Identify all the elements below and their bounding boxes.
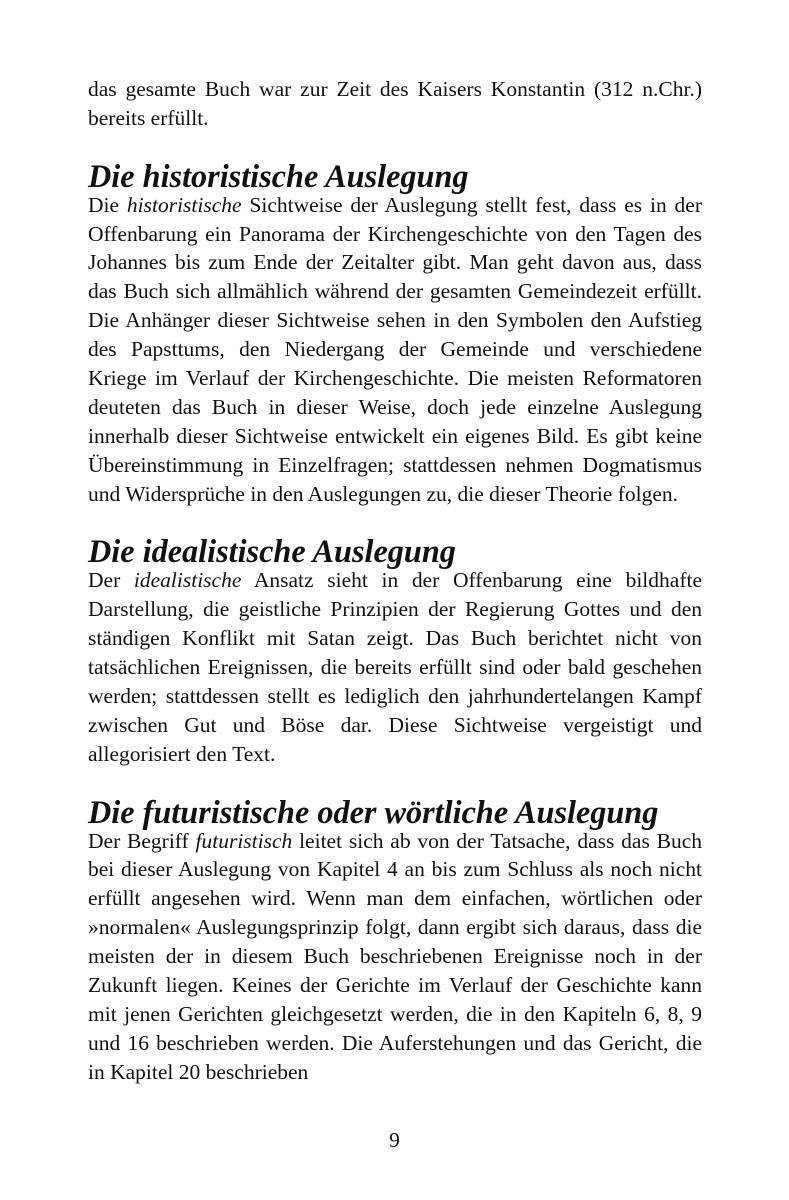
lead-text: Der bbox=[88, 568, 134, 593]
section-heading-historistisch: Die historistische Auslegung bbox=[88, 157, 469, 194]
lead-text: Der Begriff bbox=[88, 828, 196, 853]
page-body bbox=[88, 75, 702, 1087]
emphasis-term: idealistische bbox=[133, 568, 242, 593]
emphasis-term: historistische bbox=[126, 192, 242, 217]
body-text: Sichtweise der Auslegung stellt fest, dass es in der Offenbarung ein Panorama der Kirchengeschichte von den Tagen des Johannes bis zum Ende der Zeitalter gibt. Man geht davon aus, dass das Buch sich allmählich während der gesamten Gemeindezeit erfüllt. Die Anhänger dieser Sichtweise sehen in den Symbolen den Aufstieg des Papsttums, den Niedergang der Gemeinde und verschiedene Kriege im Verlauf der Kirchengeschichte. Die meisten Reformatoren deuteten das Buch in dieser Weise, doch jede einzelne Auslegung innerhalb dieser Sichtweise entwickelt ein eigenes Bild. Es gibt keine Übereinstimmung in Einzelfragen; stattdessen nehmen Dogmatismus und Widersprüche in den Auslegungen zu, die dieser Theorie folgen. bbox=[88, 192, 702, 506]
section-heading-futuristisch: Die futuristische oder wörtliche Auslegung bbox=[88, 793, 659, 830]
page-number: 9 bbox=[389, 1128, 400, 1152]
section-paragraph-historistisch bbox=[88, 191, 702, 509]
body-text: Ansatz sieht in der Offenbarung eine bildhafte Darstellung, die geistliche Prinzipien der Regierung Gottes und den ständigen Konflikt mit Satan zeigt. Das Buch berichtet nicht von tatsächlichen Ereignissen, die bereits erfüllt sind oder bald geschehen werden; stattdessen stellt es lediglich den jahrhundertelangen Kampf zwischen Gut und Böse dar. Diese Sichtweise vergeistigt und allegorisiert den Text. bbox=[88, 568, 703, 766]
lead-text: Die bbox=[88, 192, 127, 217]
emphasis-term: futuristisch bbox=[195, 828, 293, 853]
section-heading-idealistisch: Die idealistische Auslegung bbox=[88, 533, 456, 570]
section-paragraph-futuristisch bbox=[88, 827, 702, 1087]
section-paragraph-idealistisch bbox=[88, 566, 702, 768]
body-text: leitet sich ab von der Tatsache, dass das Buch bei dieser Auslegung von Kapitel 4 an bis zum Schluss als noch nicht erfüllt angesehen wird. Wenn man dem einfachen, wörtlichen oder »normalen« Auslegungsprinzip folgt, dann ergibt sich daraus, dass die meisten der in diesem Buch beschriebenen Ereignisse noch in der Zukunft liegen. Keines der Gerichte im Verlauf der Geschichte kann mit jenen Gerichten gleichgesetzt werden, die in den Kapiteln 6, 8, 9 und 16 beschrieben werden. Die Auferstehungen und das Gericht, die in Kapitel 20 beschrieben bbox=[88, 828, 702, 1084]
intro-paragraph: das gesamte Buch war zur Zeit des Kaisers Konstantin (312 n.Chr.) bereits erfüllt. bbox=[88, 77, 702, 130]
